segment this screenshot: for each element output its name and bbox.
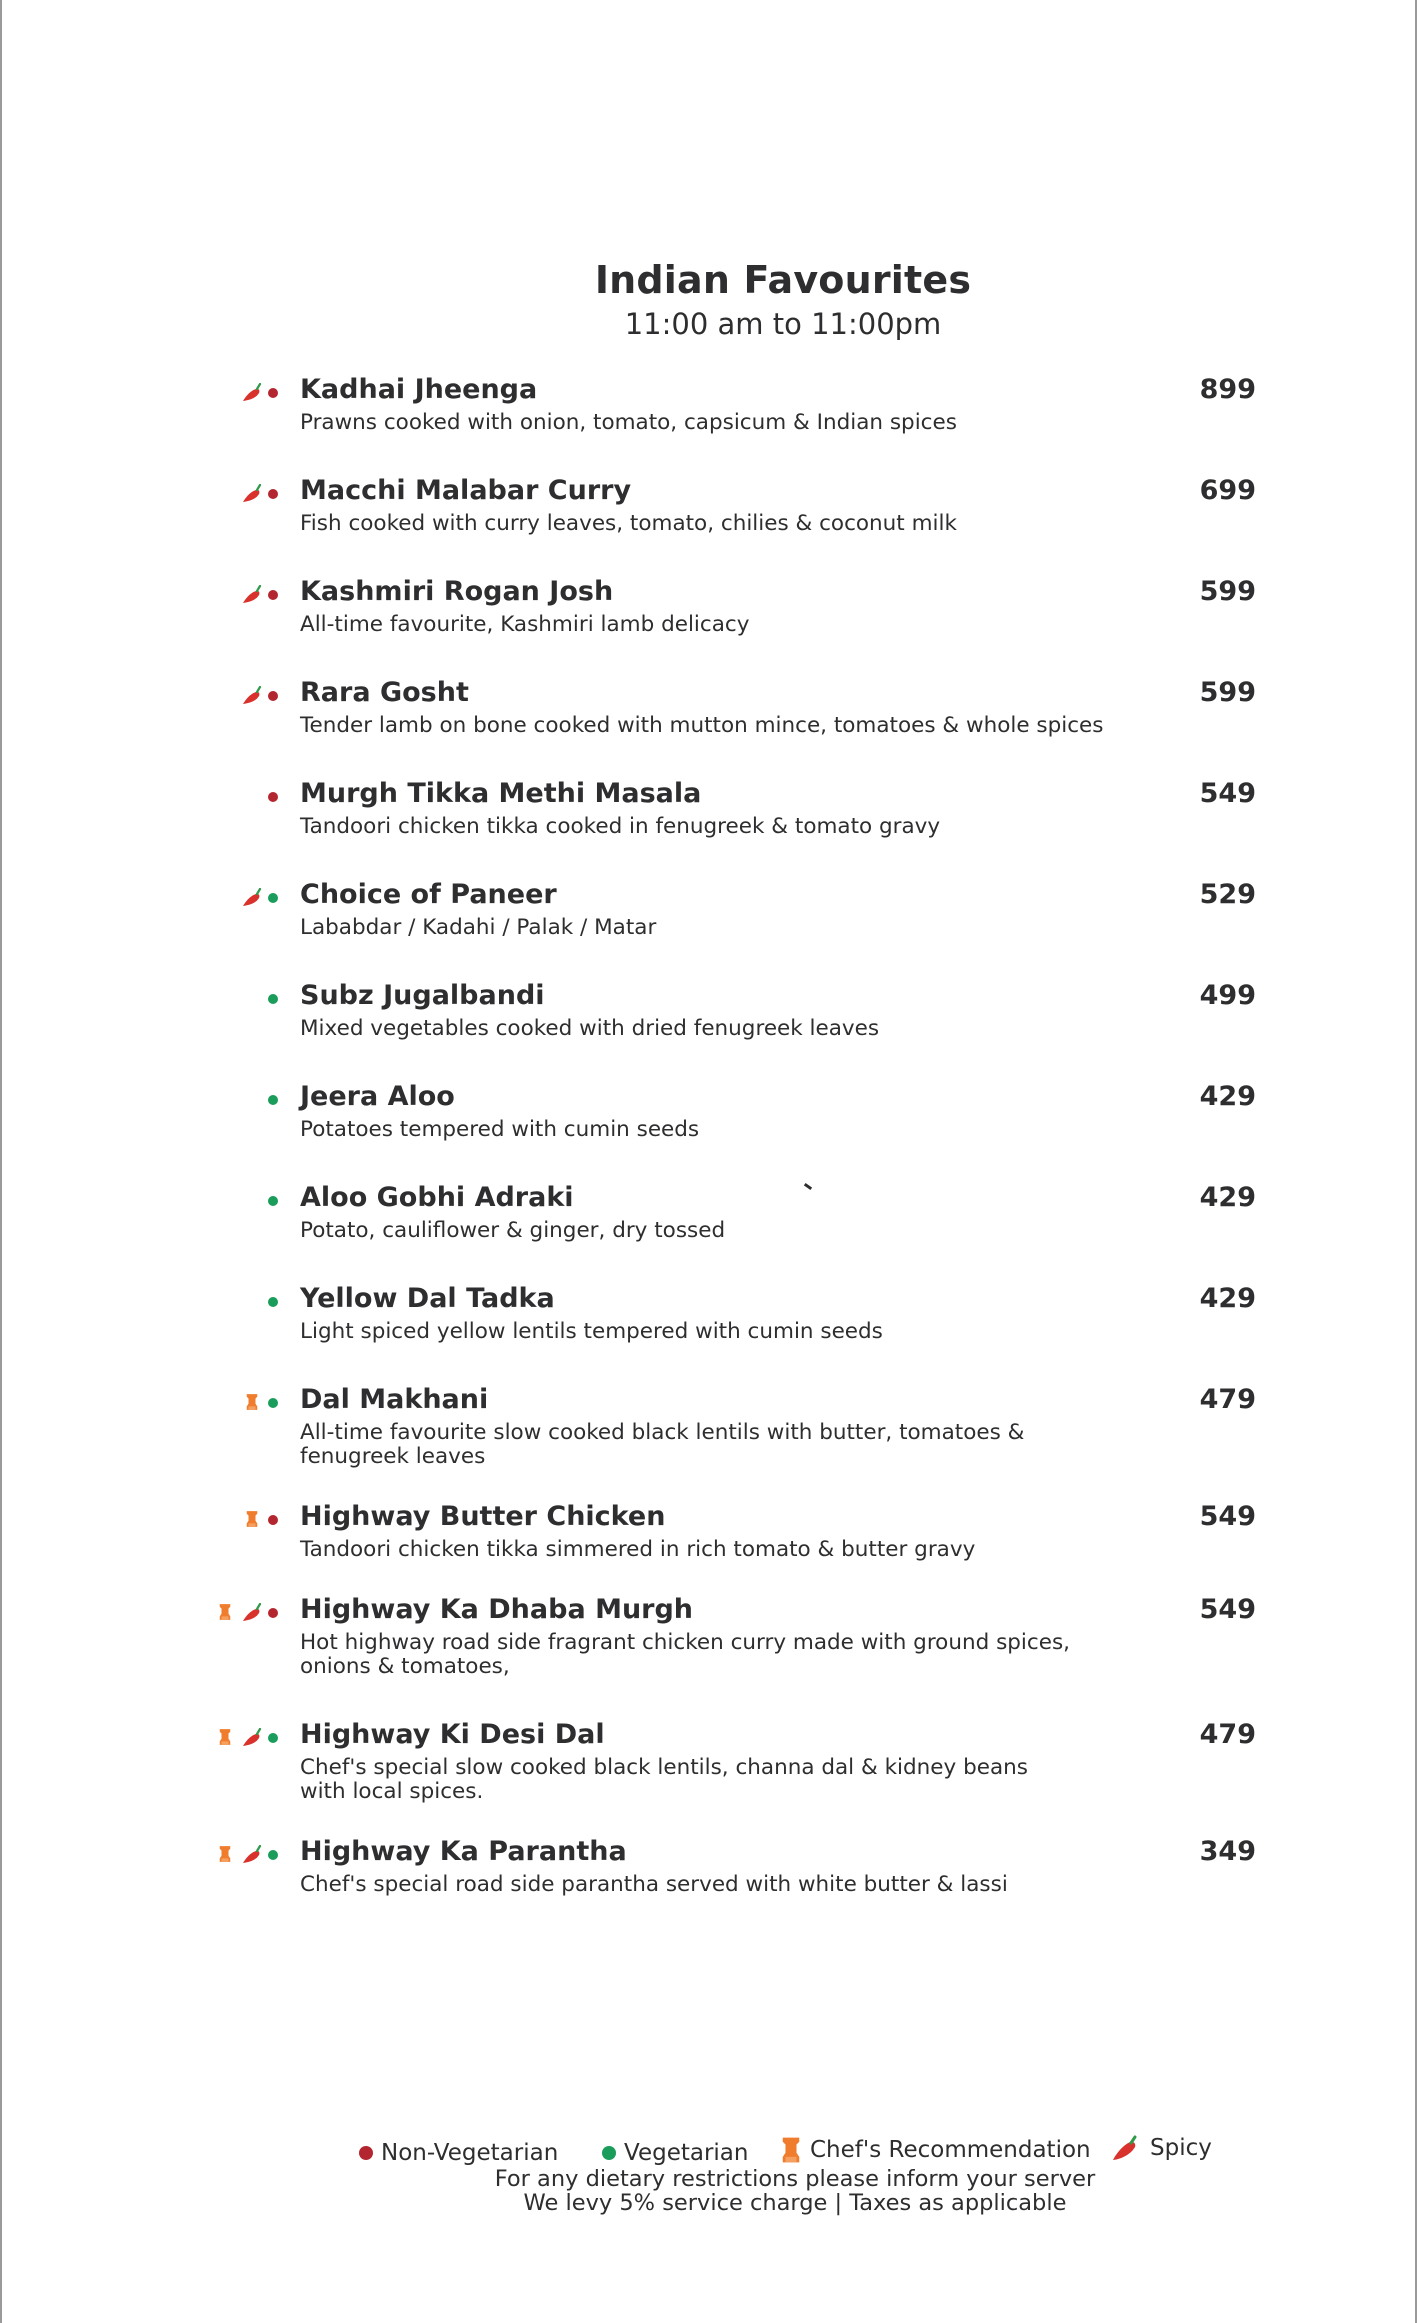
item-price: 499 [1199, 980, 1256, 1011]
item-icons [268, 988, 278, 1010]
chili-icon [241, 1603, 265, 1623]
item-icons [245, 1392, 278, 1414]
chili-icon [241, 888, 265, 908]
item-price: 479 [1199, 1719, 1256, 1750]
chef-hat-icon [245, 1393, 261, 1413]
item-name: Jeera Aloo [300, 1081, 455, 1112]
chili-icon [241, 484, 265, 504]
item-description: Chef's special road side parantha served with white butter & lassi [300, 1872, 1008, 1897]
item-description: Tandoori chicken tikka simmered in rich tomato & butter gravy [300, 1537, 976, 1562]
chili-icon [241, 1845, 265, 1865]
chili-icon [241, 383, 265, 403]
stray-mark [804, 1183, 812, 1190]
chef-hat-icon [218, 1603, 234, 1623]
dietary-note: For any dietary restrictions please inform your server [494, 2166, 1096, 2192]
legend-non-veg [359, 2140, 558, 2166]
page-border-left [0, 0, 2, 2323]
chili-icon [1110, 2134, 1142, 2162]
non-veg-dot-icon [268, 1515, 278, 1525]
legend-spicy-label: Spicy [1150, 2135, 1212, 2161]
item-price: 899 [1199, 374, 1256, 405]
non-veg-dot-icon [268, 1608, 278, 1618]
item-icons [241, 483, 278, 505]
veg-dot-icon [268, 1398, 278, 1408]
item-icons [268, 1190, 278, 1212]
veg-dot-icon [268, 1196, 278, 1206]
item-description: Prawns cooked with onion, tomato, capsicum & Indian spices [300, 410, 957, 435]
chef-hat-icon [218, 1845, 234, 1865]
page-border-right [1415, 0, 1417, 2323]
item-price: 529 [1199, 879, 1256, 910]
item-icons [268, 1089, 278, 1111]
item-icons [245, 1509, 278, 1531]
item-name: Highway Butter Chicken [300, 1501, 666, 1532]
item-description: Tandoori chicken tikka cooked in fenugreek & tomato gravy [300, 814, 941, 839]
chef-hat-icon [245, 1510, 261, 1530]
non-veg-dot-icon [268, 388, 278, 398]
item-name: Highway Ka Parantha [300, 1836, 627, 1867]
item-price: 599 [1199, 576, 1256, 607]
non-veg-dot-icon [268, 590, 278, 600]
chef-hat-icon [780, 2136, 802, 2164]
item-price: 549 [1199, 1594, 1256, 1625]
chili-icon [241, 1728, 265, 1748]
item-icons [241, 685, 278, 707]
item-price: 479 [1199, 1384, 1256, 1415]
item-name: Rara Gosht [300, 677, 469, 708]
item-price: 599 [1199, 677, 1256, 708]
legend-veg-label: Vegetarian [624, 2140, 749, 2166]
item-icons [241, 887, 278, 909]
item-name: Kadhai Jheenga [300, 374, 538, 405]
legend-non-veg-label: Non-Vegetarian [381, 2140, 559, 2166]
item-name: Murgh Tikka Methi Masala [300, 778, 702, 809]
item-price: 429 [1199, 1283, 1256, 1314]
item-description: Hot highway road side fragrant chicken curry made with ground spices, onions & tomatoes, [300, 1630, 1070, 1679]
item-icons [241, 584, 278, 606]
item-description: Mixed vegetables cooked with dried fenugreek leaves [300, 1016, 880, 1041]
item-name: Aloo Gobhi Adraki [300, 1182, 574, 1213]
item-name: Macchi Malabar Curry [300, 475, 632, 506]
item-description: Fish cooked with curry leaves, tomato, chilies & coconut milk [300, 511, 957, 536]
item-icons [268, 786, 278, 808]
item-name: Dal Makhani [300, 1384, 489, 1415]
legend-spicy [1110, 2134, 1212, 2162]
item-name: Highway Ki Desi Dal [300, 1719, 605, 1750]
item-description: Lababdar / Kadahi / Palak / Matar [300, 915, 657, 940]
item-icons [241, 382, 278, 404]
chili-icon [241, 585, 265, 605]
item-name: Yellow Dal Tadka [300, 1283, 555, 1314]
non-veg-dot-icon [359, 2146, 373, 2160]
veg-dot-icon [602, 2146, 616, 2160]
legend-chef [780, 2136, 1091, 2164]
item-price: 549 [1199, 1501, 1256, 1532]
item-description: Tender lamb on bone cooked with mutton mince, tomatoes & whole spices [300, 713, 1104, 738]
item-description: All-time favourite, Kashmiri lamb delicacy [300, 612, 750, 637]
veg-dot-icon [268, 1733, 278, 1743]
item-icons [218, 1844, 278, 1866]
non-veg-dot-icon [268, 691, 278, 701]
veg-dot-icon [268, 1850, 278, 1860]
item-price: 429 [1199, 1182, 1256, 1213]
item-description: Potatoes tempered with cumin seeds [300, 1117, 700, 1142]
item-price: 349 [1199, 1836, 1256, 1867]
chili-icon [241, 686, 265, 706]
veg-dot-icon [268, 893, 278, 903]
item-icons [268, 1291, 278, 1313]
legend-veg [602, 2140, 748, 2166]
item-name: Kashmiri Rogan Josh [300, 576, 614, 607]
non-veg-dot-icon [268, 489, 278, 499]
item-name: Choice of Paneer [300, 879, 557, 910]
veg-dot-icon [268, 994, 278, 1004]
non-veg-dot-icon [268, 792, 278, 802]
veg-dot-icon [268, 1297, 278, 1307]
item-name: Subz Jugalbandi [300, 980, 545, 1011]
item-description: Light spiced yellow lentils tempered with cumin seeds [300, 1319, 883, 1344]
item-icons [218, 1727, 278, 1749]
item-name: Highway Ka Dhaba Murgh [300, 1594, 694, 1625]
veg-dot-icon [268, 1095, 278, 1105]
serving-hours: 11:00 am to 11:00pm [624, 307, 942, 341]
item-price: 549 [1199, 778, 1256, 809]
chef-hat-icon [218, 1728, 234, 1748]
item-price: 699 [1199, 475, 1256, 506]
item-description: All-time favourite slow cooked black lentils with butter, tomatoes & fenugreek leaves [300, 1420, 1025, 1469]
item-icons [218, 1602, 278, 1624]
item-price: 429 [1199, 1081, 1256, 1112]
section-title: Indian Favourites [594, 258, 972, 302]
item-description: Chef's special slow cooked black lentils, channa dal & kidney beans with local spices. [300, 1755, 1028, 1804]
charges-note: We levy 5% service charge | Taxes as applicable [523, 2190, 1067, 2216]
legend-chef-label: Chef's Recommendation [810, 2137, 1091, 2163]
item-description: Potato, cauliflower & ginger, dry tossed [300, 1218, 726, 1243]
